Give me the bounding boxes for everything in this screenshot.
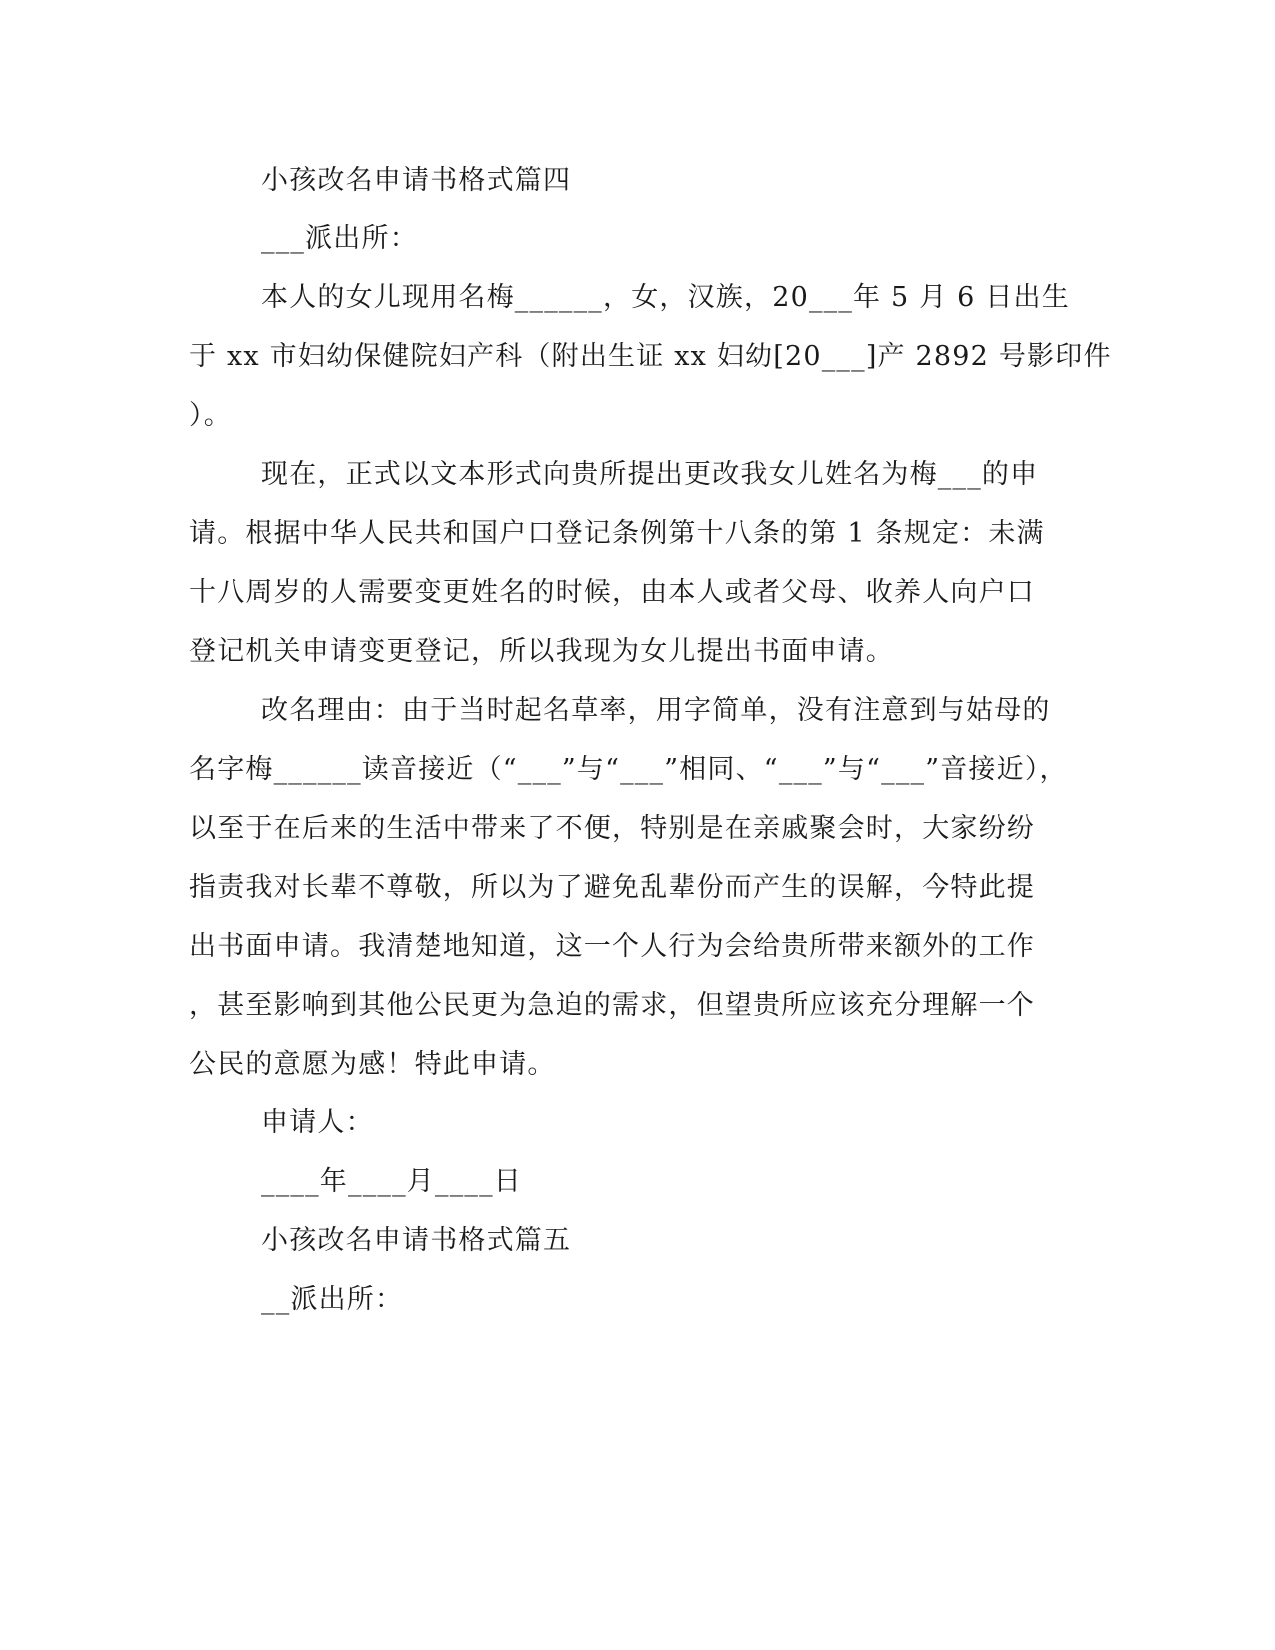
- paragraph-line: 出书面申请。我清楚地知道，这一个人行为会给贵所带来额外的工作: [189, 931, 1035, 962]
- paragraph-line: 名字梅______读音接近（“___”与“___”相同、“___”与“___”音接近），: [189, 754, 1068, 785]
- paragraph-line: 指责我对长辈不尊敬，所以为了避免乱辈份而产生的误解，今特此提: [189, 872, 1035, 903]
- paragraph-line: 于 xx 市妇幼保健院妇产科（附出生证 xx 妇幼[20___]产 2892 号影印件: [189, 341, 1112, 372]
- addressee-line: ___派出所：: [261, 223, 418, 254]
- paragraph-line: 十八周岁的人需要变更姓名的时候，由本人或者父母、收养人向户口: [189, 577, 1035, 608]
- paragraph-line: ，甚至影响到其他公民更为急迫的需求，但望贵所应该充分理解一个: [189, 990, 1035, 1021]
- paragraph-line: 请。根据中华人民共和国户口登记条例第十八条的第 1 条规定：未满: [189, 518, 1045, 549]
- section-title: 小孩改名申请书格式篇五: [261, 1225, 572, 1256]
- applicant-label: 申请人：: [261, 1107, 374, 1138]
- paragraph-line: 登记机关申请变更登记，所以我现为女儿提出书面申请。: [189, 636, 894, 667]
- paragraph-line: ）。: [189, 400, 232, 431]
- section-title: 小孩改名申请书格式篇四: [261, 165, 572, 196]
- paragraph-line: 改名理由：由于当时起名草率，用字简单，没有注意到与姑母的: [261, 695, 1051, 726]
- paragraph-line: 本人的女儿现用名梅______，女，汉族，20___年 5 月 6 日出生: [261, 282, 1070, 313]
- paragraph-line: 现在，正式以文本形式向贵所提出更改我女儿姓名为梅___的申: [261, 459, 1039, 490]
- addressee-line: __派出所：: [261, 1284, 404, 1315]
- paragraph-line: 公民的意愿为感！特此申请。: [189, 1049, 556, 1080]
- date-line: ____年____月____日: [261, 1166, 522, 1197]
- paragraph-line: 以至于在后来的生活中带来了不便，特别是在亲戚聚会时，大家纷纷: [189, 813, 1035, 844]
